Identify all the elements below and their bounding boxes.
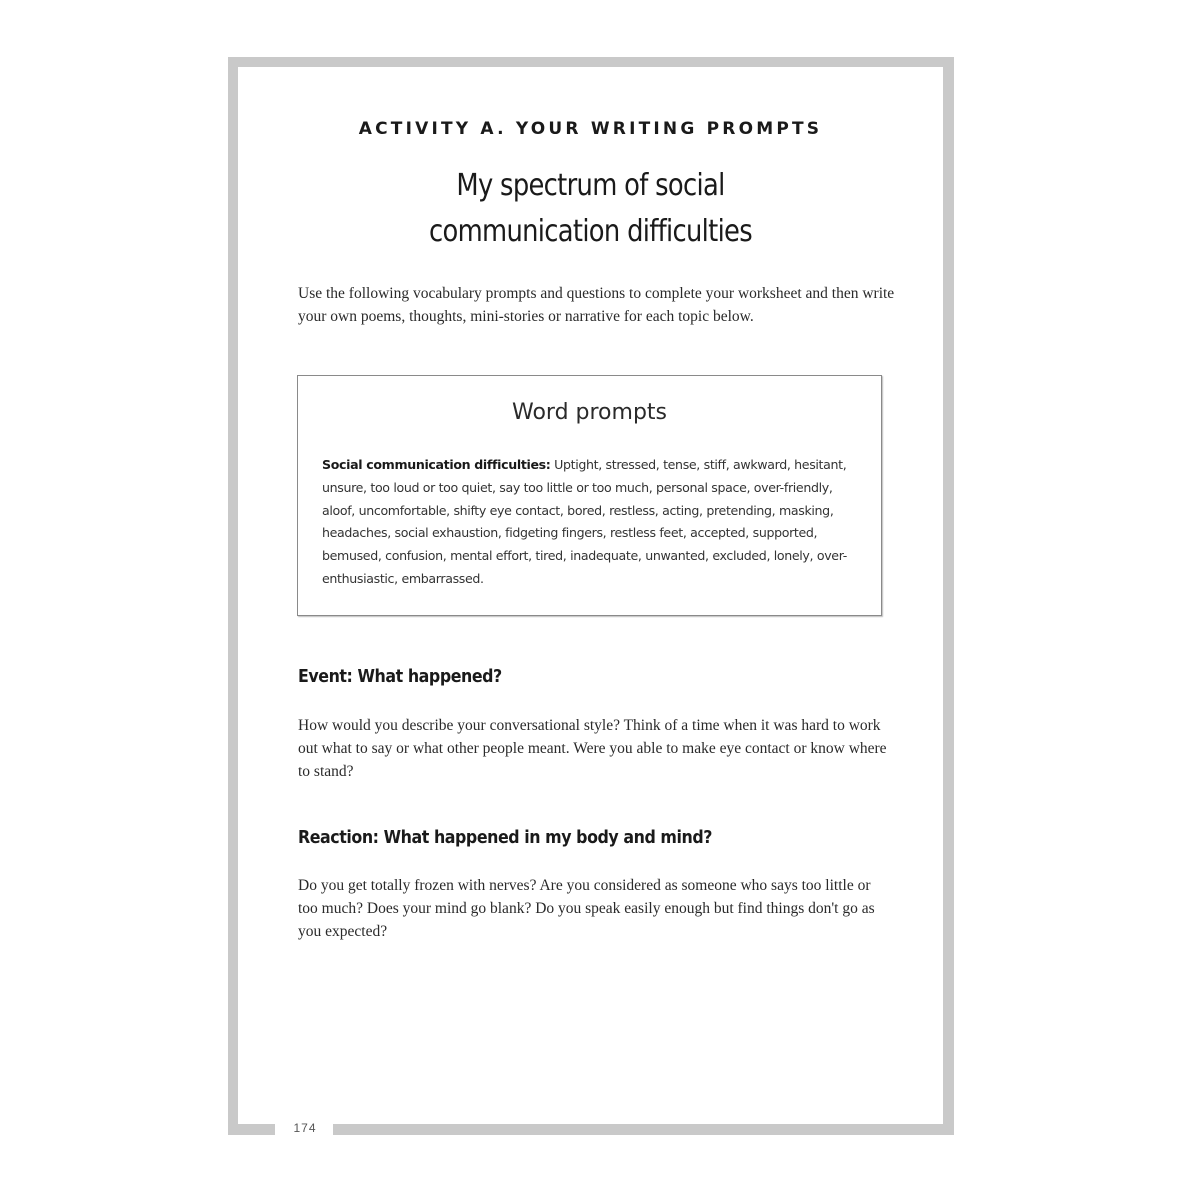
page-frame-left: [228, 57, 238, 1135]
intro-paragraph: Use the following vocabulary prompts and questions to complete your worksheet and then write your own poems, thoughts, mini-stories or narrative for each topic below.: [298, 285, 895, 325]
word-prompts-label: Social communication difficulties:: [322, 457, 551, 472]
page-frame-bottom-left: [228, 1124, 275, 1135]
page-frame-top: [228, 57, 954, 67]
page-number: 174: [293, 1121, 317, 1135]
word-prompts-body: [322, 454, 862, 591]
word-prompts-box: [297, 375, 882, 616]
page-title: [287, 163, 893, 255]
word-prompts-text: Uptight, stressed, tense, stiff, awkward, hesitant, unsure, too loud or too quiet, say too little or too much, personal space, over-friendly, aloof, uncomfortable, shifty eye contact, bored, restless, acting, pretending, masking, headaches, social exhaustion, fidgeting fingers, restless feet, accepted, supported, bemused, confusion, mental effort, tired, inadequate, unwanted, excluded, lonely, over-enthusiastic, embarrassed.: [322, 457, 847, 586]
section-body-reaction: Do you get totally frozen with nerves? Are you considered as someone who says too little or too much? Does your mind go blank? Do you speak easily enough but find things don't go as you expected?: [298, 877, 875, 940]
word-prompts-title: Word prompts: [511, 400, 667, 425]
section-heading-event: Event: What happened?: [298, 666, 502, 687]
activity-label: ACTIVITY A. YOUR WRITING PROMPTS: [358, 119, 823, 139]
page-title-line-1: My spectrum of social: [456, 168, 725, 203]
page-frame-right: [943, 57, 954, 1135]
section-body-event: How would you describe your conversational style? Think of a time when it was hard to work out what to say or what other people meant. Were you able to make eye contact or know where to stand?: [298, 717, 887, 780]
section-heading-reaction: Reaction: What happened in my body and mind?: [298, 827, 712, 848]
page-frame-bottom-right: [333, 1124, 954, 1135]
page-title-line-2: communication difficulties: [428, 214, 753, 249]
